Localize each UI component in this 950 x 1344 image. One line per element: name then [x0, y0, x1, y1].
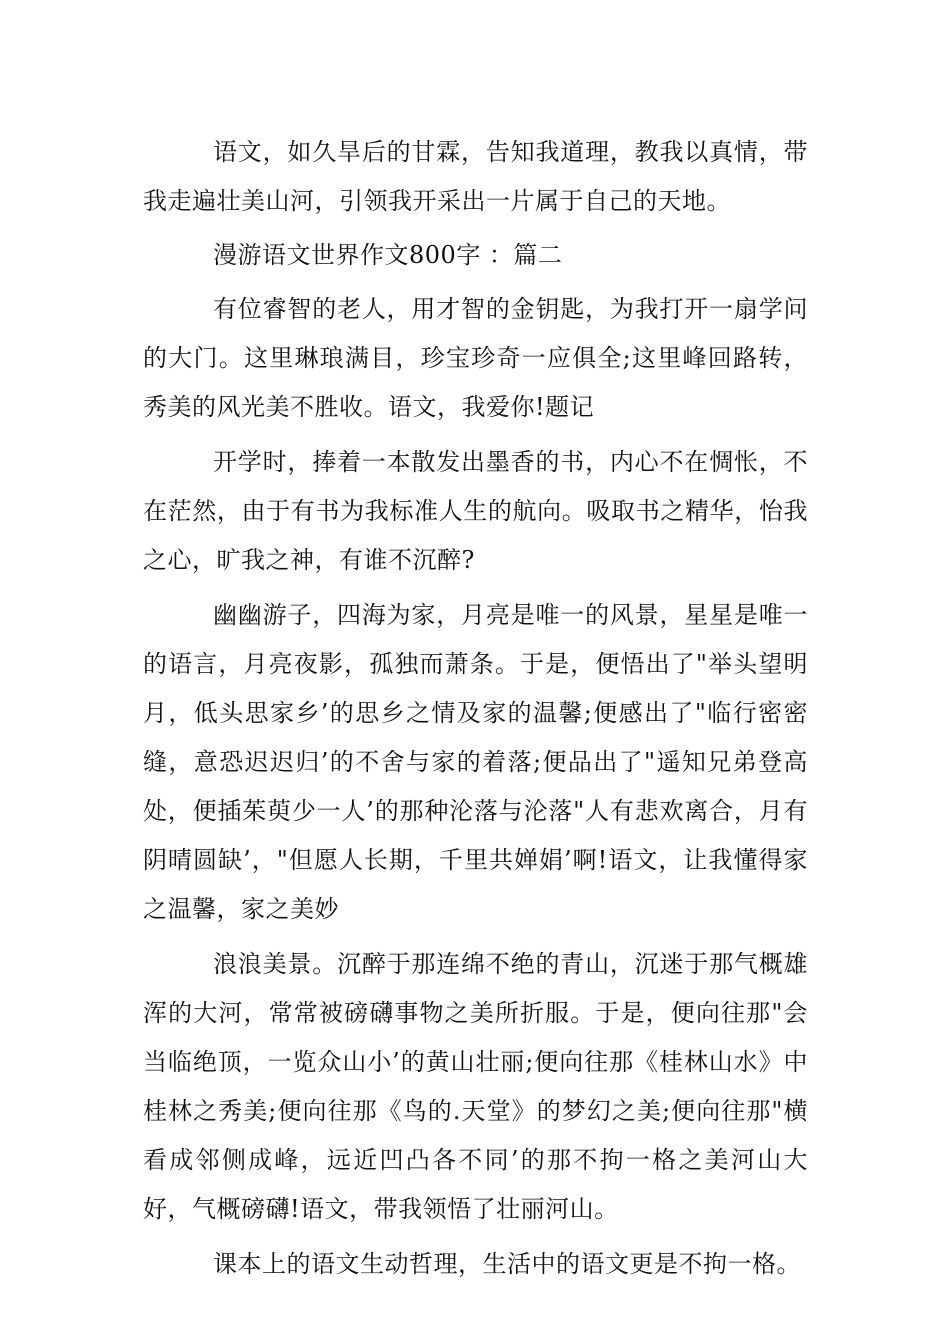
- section-heading: 漫游语文世界作文800字 ：篇二: [213, 241, 563, 269]
- paragraph-wanderer: 幽幽游子，四海为家，月亮是唯一的风景，星星是唯一的语言，月亮夜影，孤独而萧条。于是，便悟出了"举头望明月，低头思家乡’的思乡之情及家的温馨;便感出了"临行密密缝，意恐迟迟归’的不舍与家的着落;便品出了"遥知兄弟登高处，便插茱萸少一人’的那种沦落与沦落"人有悲欢离合，月有阴晴圆缺’，"但愿人长期，千里共婵娟’啊!语文，让我懂得家之温馨，家之美妙: [143, 601, 808, 923]
- paragraph-scenery: 浪浪美景。沉醉于那连绵不绝的青山，沉迷于那气概雄浑的大河，常常被磅礴事物之美所折服。于是，便向往那"会当临绝顶，一览众山小’的黄山壮丽;便向往那《桂林山水》中桂林之秀美;便向往那《鸟的.天堂》的梦幻之美;便向往那"横看成邻侧成峰，远近凹凸各不同’的那不拘一格之美河山大好，气概磅礴!语文，带我领悟了壮丽河山。: [143, 950, 808, 1223]
- paragraph-school-start: 开学时，捧着一本散发出墨香的书，内心不在惆怅，不在茫然，由于有书为我标准人生的航向。吸取书之精华，怡我之心，旷我之神，有谁不沉醉?: [143, 448, 808, 574]
- paragraph-intro-summary: 语文，如久旱后的甘霖，告知我道理，教我以真情，带我走遍壮美山河，引领我开采出一片属于自己的天地。: [143, 138, 808, 215]
- document-body: [143, 128, 808, 1289]
- paragraph-epigraph: 有位睿智的老人，用才智的金钥匙，为我打开一扇学问的大门。这里琳琅满目，珍宝珍奇一应俱全;这里峰回路转，秀美的风光美不胜收。语文，我爱你!题记: [143, 295, 808, 421]
- paragraph-closing: 课本上的语文生动哲理，生活中的语文更是不拘一格。: [213, 1250, 801, 1278]
